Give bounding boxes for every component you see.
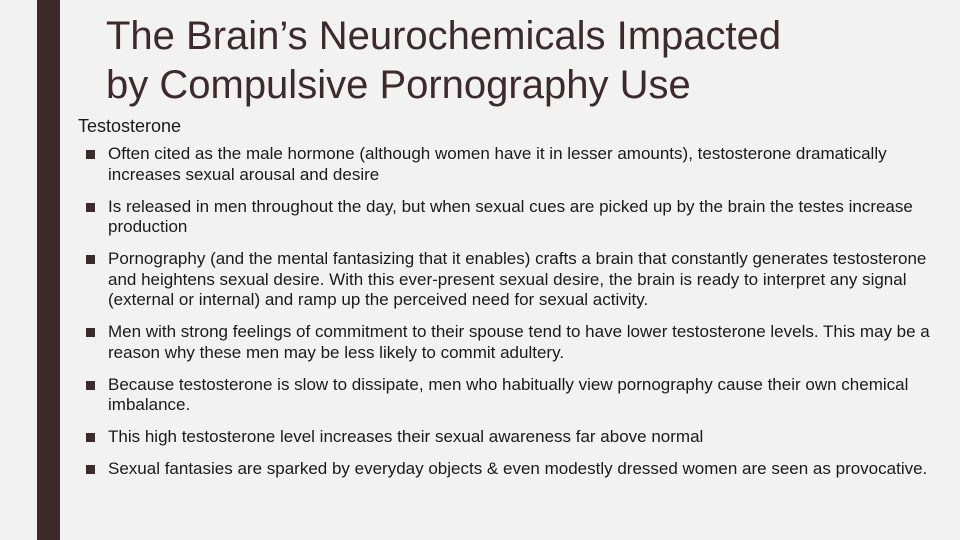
bullet-item: [86, 249, 952, 311]
section-heading: Testosterone: [78, 116, 182, 136]
square-bullet-icon: [86, 255, 95, 264]
bullet-item: [86, 144, 952, 185]
bullet-item: [86, 197, 952, 238]
bullet-text: Often cited as the male hormone (although women have it in lesser amounts), testosterone dramatically increases sexual arousal and desire: [108, 144, 887, 184]
bullet-text: Is released in men throughout the day, but when sexual cues are picked up by the brain the testes increase production: [108, 196, 913, 236]
accent-bar: [37, 0, 60, 540]
square-bullet-icon: [86, 465, 95, 474]
bullet-item: [86, 322, 952, 363]
bullet-text: Because testosterone is slow to dissipate, men who habitually view pornography cause their own chemical imbalance.: [108, 374, 909, 414]
bullet-text: This high testosterone level increases their sexual awareness far above normal: [108, 427, 704, 446]
square-bullet-icon: [86, 433, 95, 442]
bullet-item: [86, 375, 952, 416]
bullet-text: Men with strong feelings of commitment to their spouse tend to have lower testosterone levels. This may be a reason why these men may be less likely to commit adultery.: [108, 322, 930, 362]
bullet-item: [86, 427, 952, 448]
slide-title: [106, 12, 946, 110]
bullet-text: Sexual fantasies are sparked by everyday objects & even modestly dressed women are seen as provocative.: [108, 459, 928, 478]
title-line-1: The Brain’s Neurochemicals Impacted: [106, 14, 782, 58]
bullet-item: [86, 459, 952, 480]
square-bullet-icon: [86, 328, 95, 337]
square-bullet-icon: [86, 381, 95, 390]
square-bullet-icon: [86, 150, 95, 159]
bullet-text: Pornography (and the mental fantasizing that it enables) crafts a brain that constantly generates testosterone and heightens sexual desire. With this ever-present sexual desire, the brain is ready to interpret any signal (external or internal) and ramp up the perceived need for sexual activity.: [108, 249, 927, 309]
title-line-2: by Compulsive Pornography Use: [106, 63, 691, 107]
bullet-list: [86, 144, 952, 491]
square-bullet-icon: [86, 203, 95, 212]
